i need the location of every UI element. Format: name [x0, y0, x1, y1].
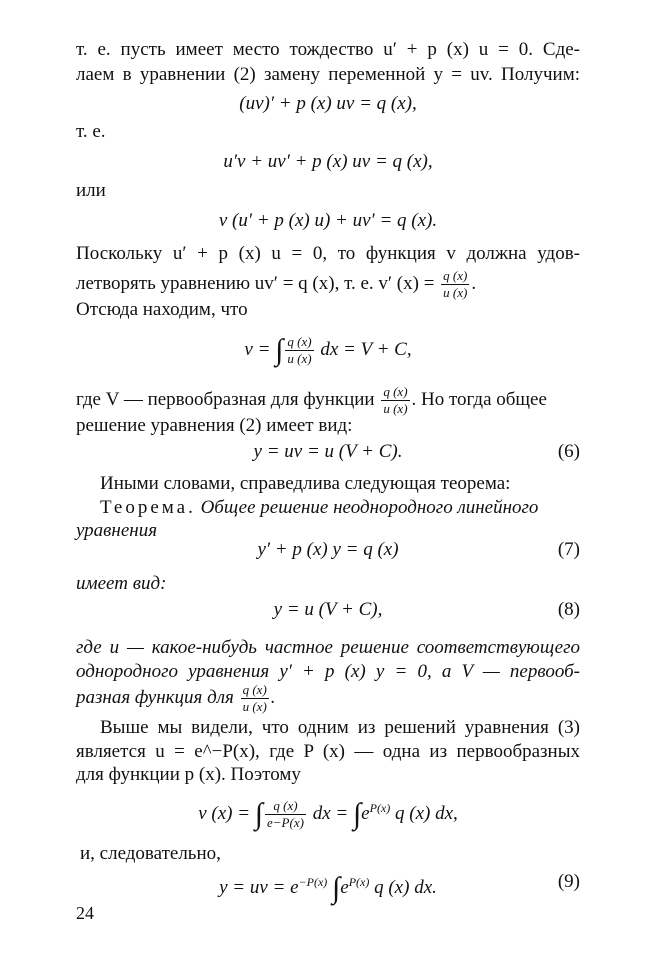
numerator: q (x): [265, 798, 306, 815]
formula-v-rhs: dx = V + C,: [320, 338, 412, 360]
paragraph-6-line-2: является u = e^−P(x), где P (x) — одна из первообразных: [76, 741, 580, 762]
paragraph-4-line-1: Иными словами, справедлива следующая теорема:: [100, 473, 511, 494]
period: .: [270, 686, 276, 708]
paragraph-3-text-b: . Но тогда общее: [411, 388, 547, 410]
paragraph-1-line-2: лаем в уравнении (2) замену переменной y = uv. Получим:: [76, 64, 580, 85]
formula-grouped: v (u′ + p (x) u) + uv′ = q (x).: [218, 210, 438, 231]
formula-v-integral: [76, 334, 580, 367]
denominator: u (x): [383, 401, 408, 416]
formula-vx-mid: dx =: [312, 803, 349, 824]
fraction-q-over-u: [285, 334, 313, 367]
text-imeet-vid: имеет вид:: [76, 573, 167, 594]
paragraph-5-line-1: где u — какое-нибудь частное решение соответствующего: [76, 637, 580, 658]
fraction-q-over-u: [441, 268, 469, 301]
integral-sign: ∫: [254, 797, 264, 831]
formula-expanded: u′v + uv′ + p (x) uv = q (x),: [223, 151, 433, 172]
paragraph-6-line-1: Выше мы видели, что одним из решений уравнения (3): [100, 717, 580, 738]
exp-base: e: [340, 877, 349, 898]
equation-number-6: (6): [557, 441, 580, 462]
equation-number-7: (7): [557, 539, 580, 560]
fraction-q-over-u: [381, 384, 409, 417]
theorem-text-1: Общее решение неоднородного линейного: [200, 497, 539, 518]
text-te: т. е.: [76, 121, 106, 142]
period: .: [471, 272, 477, 294]
formula-v-lhs: v =: [244, 338, 271, 360]
formula-8: y = u (V + C),: [273, 599, 383, 620]
paragraph-6-line-3: для функции p (x). Поэтому: [76, 764, 301, 785]
paragraph-3-line-1: [76, 384, 580, 417]
formula-9: [76, 870, 580, 905]
paragraph-2-line-2-text: летворять уравнению uv′ = q (x), т. е. v′ (x) =: [76, 272, 435, 294]
integral-sign: ∫: [352, 797, 362, 831]
exp-base: e: [361, 803, 370, 824]
page-number: 24: [76, 903, 94, 923]
formula-9-rhs: q (x) dx.: [374, 877, 437, 898]
formula-vx-lhs: v (x) =: [198, 803, 251, 824]
formula-6: y = uv = u (V + C).: [253, 441, 403, 462]
paragraph-2-line-3: Отсюда находим, что: [76, 299, 248, 320]
equation-number-8: (8): [557, 599, 580, 620]
formula-v-of-x: [76, 796, 580, 831]
formula-uv-derivative: (uv)′ + p (x) uv = q (x),: [239, 93, 417, 114]
formula-vx-rhs: q (x) dx,: [395, 803, 458, 824]
exponent: P(x): [369, 801, 391, 815]
theorem-line-1: [100, 496, 580, 520]
numerator: q (x): [287, 334, 312, 349]
denominator: u (x): [242, 699, 267, 714]
exponent: P(x): [348, 875, 370, 889]
paragraph-2-line-1: Поскольку u′ + p (x) u = 0, то функция v должна удов-: [76, 243, 580, 264]
theorem-line-2: уравнения: [76, 520, 158, 541]
numerator: q (x): [242, 682, 267, 697]
denominator: u (x): [443, 285, 468, 300]
numerator: q (x): [443, 268, 468, 283]
fraction-q-over-exp: [265, 798, 306, 831]
exponent: −P(x): [298, 875, 328, 889]
denominator: u (x): [287, 351, 312, 366]
paragraph-5-text: разная функция для: [76, 686, 234, 708]
paragraph-5-line-3: [76, 682, 580, 715]
integral-sign: ∫: [332, 871, 341, 905]
text-ili: или: [76, 180, 106, 201]
text-i-sledovatelno: и, следовательно,: [80, 843, 221, 864]
numerator: q (x): [383, 384, 408, 399]
paragraph-2-line-2: [76, 268, 580, 301]
denominator: e−P(x): [267, 815, 304, 831]
equation-number-9: (9): [557, 871, 580, 892]
theorem-label: Теорема.: [100, 497, 196, 518]
integral-sign: ∫: [275, 333, 284, 367]
formula-7: y′ + p (x) y = q (x): [257, 539, 399, 560]
paragraph-3-text-a: где V — первообразная для функции: [76, 388, 375, 410]
paragraph-1-line-1: т. е. пусть имеет место тождество u′ + p (x) u = 0. Сде-: [76, 39, 580, 60]
paragraph-3-line-2: решение уравнения (2) имеет вид:: [76, 415, 353, 436]
formula-9-lhs: y = uv = e: [219, 877, 299, 898]
paragraph-5-line-2: однородного уравнения y′ + p (x) y = 0, а V — первооб-: [76, 661, 580, 682]
fraction-q-over-u: [241, 682, 269, 715]
